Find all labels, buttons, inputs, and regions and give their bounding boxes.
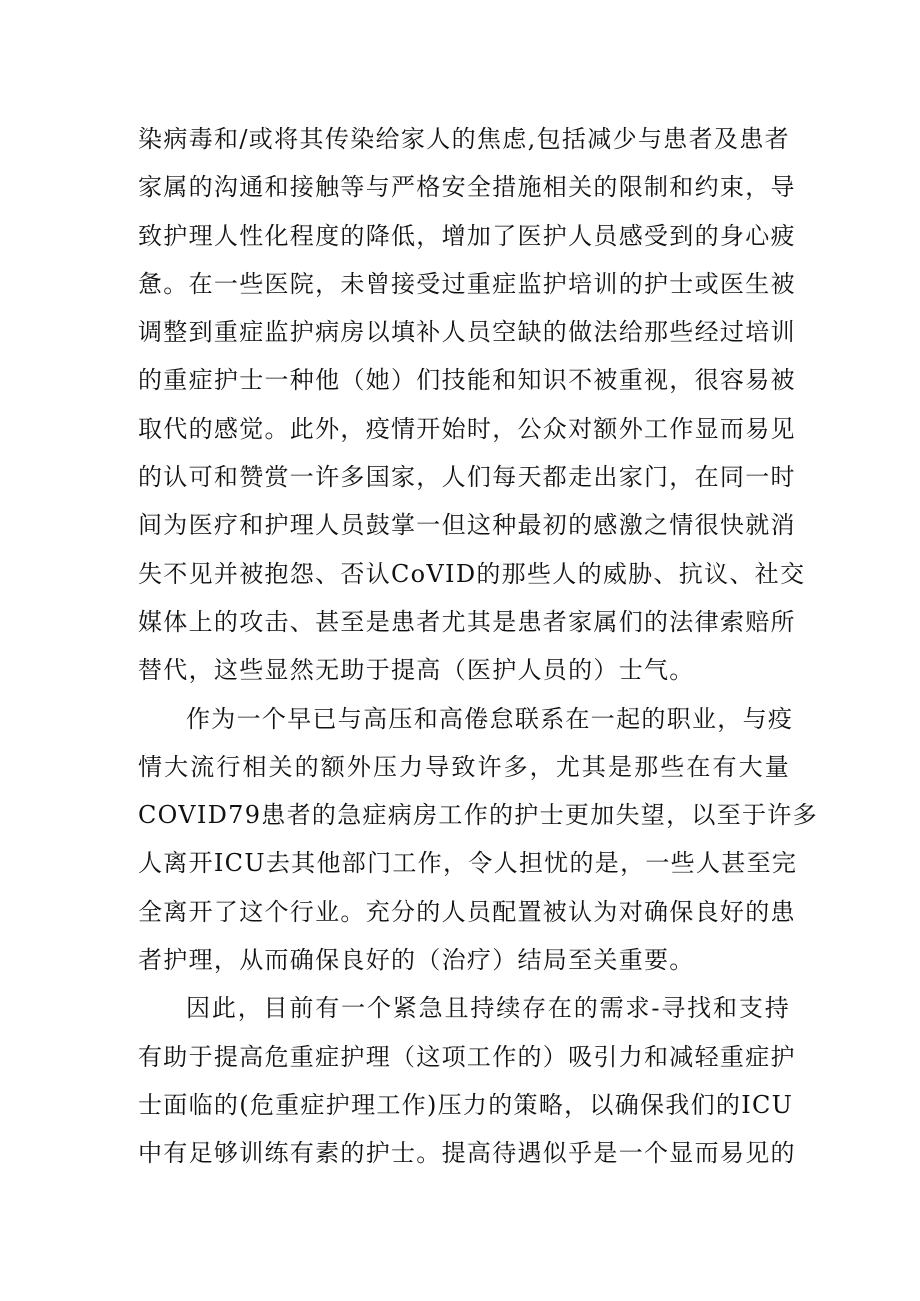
text-line: 者护理，从而确保良好的（治疗）结局至关重要。 <box>138 946 695 975</box>
text-line: 中有足够训练有素的护士。提高待遇似乎是一个显而易见的 <box>138 1139 796 1168</box>
text-line: 致护理人性化程度的降低，增加了医护人员感受到的身心疲 <box>138 221 796 250</box>
text-line: 调整到重症监护病房以填补人员空缺的做法给那些经过培训 <box>138 318 796 347</box>
text-line: 全离开了这个行业。充分的人员配置被认为对确保良好的患 <box>138 897 796 926</box>
text-line: 因此，目前有一个紧急且持续存在的需求-寻找和支持 <box>186 994 790 1023</box>
text-line: 作为一个早已与高压和高倦怠联系在一起的职业，与疫 <box>186 704 794 733</box>
text-line: COVID79患者的急症病房工作的护士更加失望，以至于许多 <box>138 801 818 830</box>
text-line: 失不见并被抱怨、否认CoVID的那些人的威胁、抗议、社交 <box>138 559 806 588</box>
text-line: 情大流行相关的额外压力导致许多，尤其是那些在有大量 <box>138 752 790 781</box>
paragraph-2 <box>138 695 818 985</box>
paragraph-1 <box>138 115 806 695</box>
text-line: 取代的感觉。此外，疫情开始时，公众对额外工作显而易见 <box>138 414 796 443</box>
text-line: 的重症护士一种他（她）们技能和知识不被重视，很容易被 <box>138 366 796 395</box>
text-line: 士面临的(危重症护理工作)压力的策略，以确保我们的ICU <box>138 1090 794 1119</box>
text-line: 家属的沟通和接触等与严格安全措施相关的限制和约束，导 <box>138 173 796 202</box>
text-line: 有助于提高危重症护理（这项工作的）吸引力和减轻重症护 <box>138 1042 796 1071</box>
text-line: 人离开ICU去其他部门工作，令人担忧的是，一些人甚至完 <box>138 849 798 878</box>
text-line: 替代，这些显然无助于提高（医护人员的）士气。 <box>138 656 695 685</box>
text-line: 间为医疗和护理人员鼓掌一但这种最初的感激之情很快就消 <box>138 511 796 540</box>
text-line: 惫。在一些医院，未曾接受过重症监护培训的护士或医生被 <box>138 269 796 298</box>
paragraph-3 <box>138 984 796 1177</box>
text-line: 染病毒和/或将其传染给家人的焦虑,包括减少与患者及患者 <box>138 125 790 153</box>
body-text <box>138 115 818 1178</box>
text-line: 媒体上的攻击、甚至是患者尤其是患者家属们的法律索赔所 <box>138 607 796 636</box>
text-line: 的认可和赞赏一许多国家，人们每天都走出家门，在同一时 <box>138 463 796 492</box>
